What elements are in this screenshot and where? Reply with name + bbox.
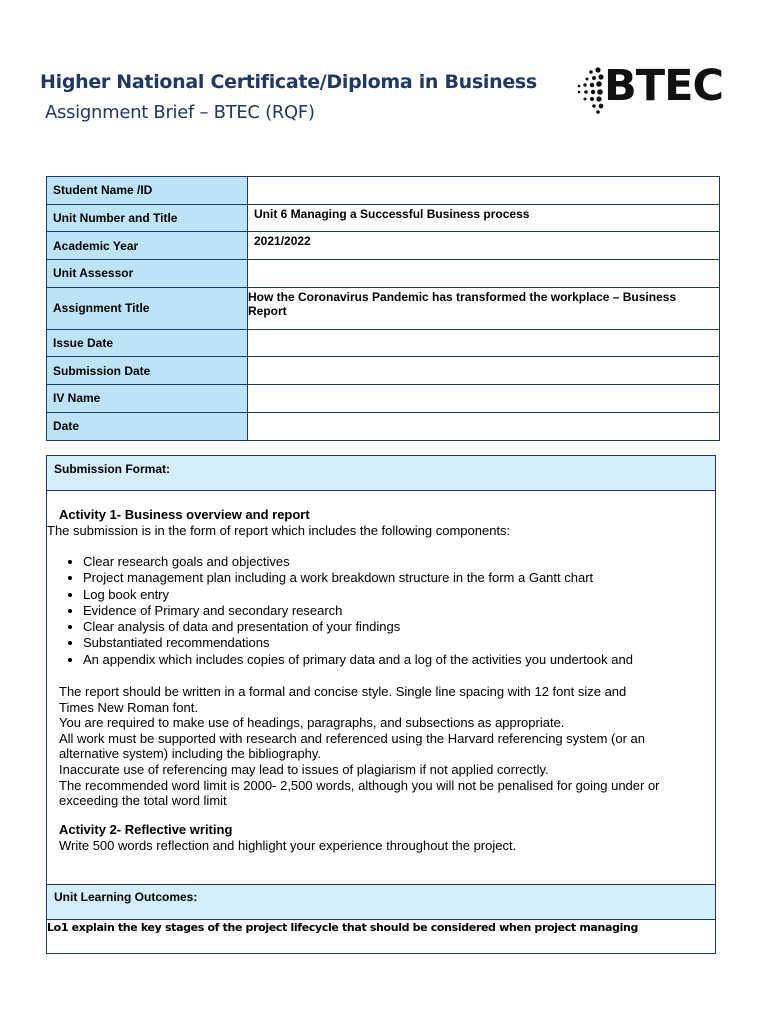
list-item: • Clear research goals and objectives (83, 554, 633, 570)
page-subtitle: Assignment Brief – BTEC (RQF) (45, 102, 315, 123)
report-guidelines (59, 684, 719, 809)
row-value (248, 177, 720, 205)
list-item: • Project management plan including a work breakdown structure in the form a Gantt chart (83, 570, 633, 586)
guideline-line: You are required to make use of headings, paragraphs, and subsections as appropriate. (59, 715, 565, 731)
table-row (47, 232, 720, 260)
btec-logo-dots-icon (574, 64, 608, 116)
row-label: Student Name /ID (47, 177, 248, 205)
row-value: 2021/2022 (248, 232, 720, 260)
guideline-line: The report should be written in a formal and concise style. Single line spacing with 12 font size and (59, 684, 627, 699)
table-row (47, 385, 720, 413)
page-title: Higher National Certificate/Diploma in Business (40, 71, 537, 93)
row-value (248, 385, 720, 413)
row-label: Date (47, 412, 248, 440)
btec-logo-text: BTEC (604, 61, 724, 111)
guideline-line: All work must be supported with research and referenced using the Harvard referencing system (or an (59, 730, 646, 746)
row-value (248, 412, 720, 440)
row-label: Issue Date (47, 329, 248, 357)
components-list (47, 554, 633, 668)
row-label: Academic Year (47, 232, 248, 260)
guideline-line: Times New Roman font. (59, 699, 198, 715)
row-label: IV Name (47, 385, 248, 413)
learning-outcomes-box (46, 884, 716, 954)
list-item: • Substantiated recommendations (83, 635, 633, 651)
learning-outcomes-heading: Unit Learning Outcomes: (47, 885, 715, 920)
list-item: • Log book entry (83, 587, 633, 603)
activity-2-text: Write 500 words reflection and highlight your experience throughout the project. (59, 838, 517, 853)
submission-format-box (46, 455, 716, 885)
row-value: How the Coronavirus Pandemic has transformed the workplace – Business Report (248, 287, 720, 329)
learning-outcome-1: Lo1 explain the key stages of the project lifecycle that should be considered when project managing (47, 921, 639, 934)
guideline-line: Inaccurate use of referencing may lead to issues of plagiarism if not applied correctly. (59, 761, 549, 777)
row-value (248, 357, 720, 385)
list-item: • Evidence of Primary and secondary research (83, 603, 633, 619)
table-row (47, 287, 720, 329)
submission-format-heading: Submission Format: (47, 456, 715, 491)
student-info-table (46, 176, 720, 441)
table-row (47, 177, 720, 205)
row-label: Submission Date (47, 357, 248, 385)
table-row (47, 329, 720, 357)
activity-2-title: Activity 2- Reflective writing (59, 822, 233, 837)
table-row (47, 204, 720, 232)
table-row (47, 260, 720, 288)
row-value (248, 329, 720, 357)
submission-intro: The submission is in the form of report which includes the following components: (47, 523, 511, 538)
row-label: Assignment Title (47, 287, 248, 329)
table-row (47, 357, 720, 385)
row-value (248, 260, 720, 288)
row-label: Unit Assessor (47, 260, 248, 288)
row-value: Unit 6 Managing a Successful Business process (248, 204, 720, 232)
row-label: Unit Number and Title (47, 204, 248, 232)
list-item: • An appendix which includes copies of primary data and a log of the activities you undertook and (83, 652, 633, 668)
guideline-line: exceeding the total word limit (59, 793, 227, 809)
list-item: • Clear analysis of data and presentation of your findings (83, 619, 633, 635)
guideline-line: The recommended word limit is 2000- 2,500 words, although you will not be penalised for going under or (59, 777, 660, 793)
btec-logo (574, 61, 724, 116)
table-row (47, 412, 720, 440)
guideline-line: alternative system) including the bibliography. (59, 746, 322, 762)
activity-1-title: Activity 1- Business overview and report (59, 507, 310, 522)
